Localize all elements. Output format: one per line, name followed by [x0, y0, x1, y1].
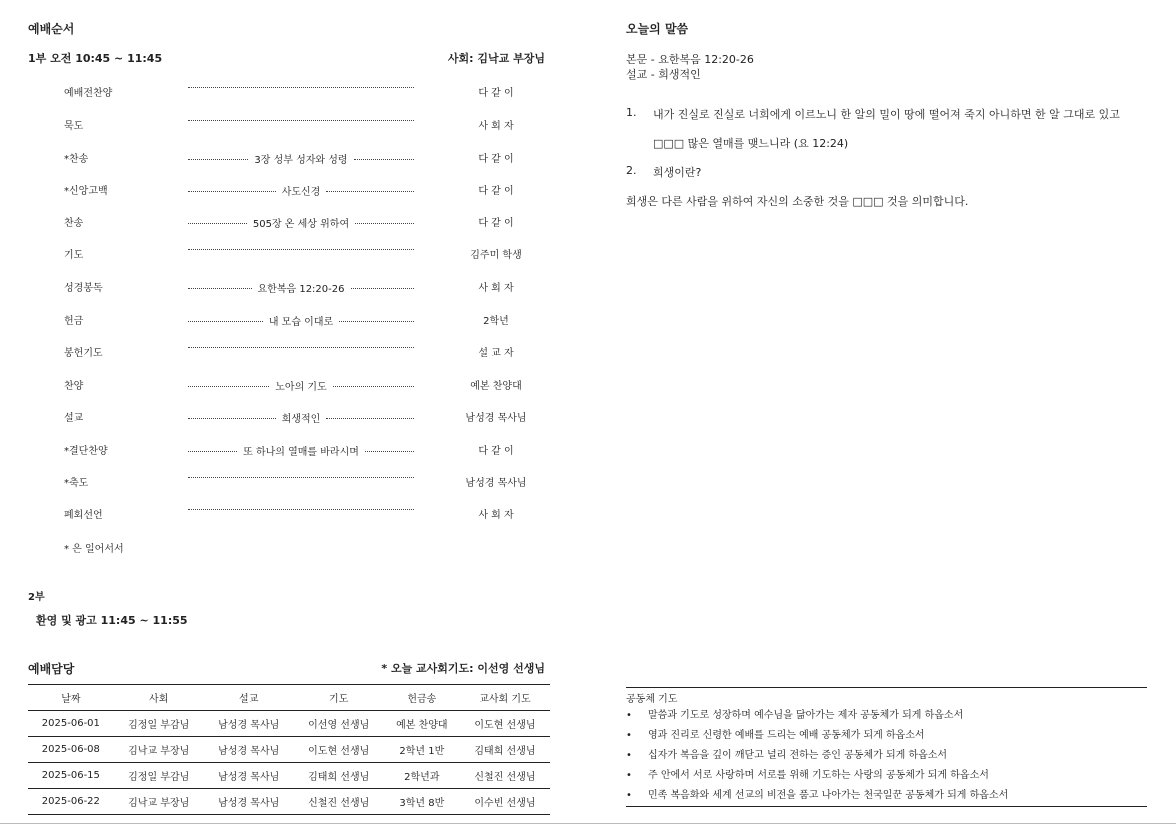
order-item-person: 김주미 학생 — [470, 250, 522, 261]
duty-column-header: 날짜 — [28, 685, 114, 711]
order-item-detail: 내 모습 이대로 — [268, 317, 334, 328]
order-item-leader — [188, 215, 414, 230]
duty-column-header: 헌금송 — [384, 685, 460, 711]
table-row — [28, 763, 550, 789]
table-cell: 2025-06-22 — [28, 789, 114, 815]
table-cell: 이수빈 선생님 — [460, 789, 550, 815]
order-item-leader — [188, 280, 414, 295]
order-item-name: 묵도 — [64, 121, 84, 132]
order-item-person: 다 같 이 — [478, 186, 514, 197]
order-item-person: 다 같 이 — [478, 88, 514, 99]
table-cell: 이선영 선생님 — [294, 711, 384, 737]
table-cell: 예본 찬양대 — [384, 711, 460, 737]
community-prayer-title: 공동체 기도 — [626, 694, 678, 705]
order-item-leader — [188, 507, 414, 510]
order-item-person: 다 같 이 — [478, 154, 514, 165]
order-item-leader — [188, 410, 414, 425]
welcome-announcements: 환영 및 광고 11:45 ~ 11:55 — [36, 614, 188, 627]
table-cell: 남성경 목사님 — [204, 789, 294, 815]
order-item-person: 예본 찬양대 — [470, 381, 522, 392]
table-cell: 2학년 1반 — [384, 737, 460, 763]
order-item-person: 사 회 자 — [478, 283, 514, 294]
order-item-leader — [188, 247, 414, 250]
table-cell: 3학년 8반 — [384, 789, 460, 815]
sermon-title: 설교 - 희생적인 — [626, 68, 701, 81]
worship-order-title: 예배순서 — [28, 22, 75, 36]
order-item-leader — [188, 183, 414, 198]
order-item-leader — [188, 313, 414, 328]
scripture-ref: 본문 - 요한복음 12:20-26 — [626, 53, 754, 66]
duty-column-header: 교사회 기도 — [460, 685, 550, 711]
order-item-name: 기도 — [64, 250, 84, 261]
order-item-leader — [188, 345, 414, 348]
order-item-name: 봉헌기도 — [64, 348, 103, 359]
table-cell: 김정일 부감님 — [114, 763, 204, 789]
duty-table — [28, 684, 550, 815]
duty-column-header: 사회 — [114, 685, 204, 711]
order-item-person: 설 교 자 — [478, 348, 514, 359]
sacrifice-definition: 희생은 다른 사람을 위하여 자신의 소중한 것을 □□□ 것을 의미합니다. — [626, 195, 969, 208]
table-cell: 김태희 선생님 — [460, 737, 550, 763]
item1-verse-line1: 내가 진실로 진실로 너희에게 이르노니 한 알의 밀이 땅에 떨어져 죽지 아니하면 한 알 그대로 있고 — [653, 108, 1120, 121]
community-top-rule — [626, 687, 1147, 688]
order-item-person: 사 회 자 — [478, 121, 514, 132]
order-item-person: 다 같 이 — [478, 218, 514, 229]
table-row — [28, 789, 550, 815]
table-cell: 이도현 선생님 — [460, 711, 550, 737]
table-cell: 신철진 선생님 — [460, 763, 550, 789]
first-service-time: 1부 오전 10:45 ~ 11:45 — [28, 52, 163, 65]
item2-question: 희생이란? — [653, 166, 702, 179]
table-cell: 남성경 목사님 — [204, 737, 294, 763]
teacher-prayer-note: * 오늘 교사회기도: 이선영 선생님 — [381, 662, 545, 675]
item1-number: 1. — [626, 106, 637, 119]
order-item-person: 다 같 이 — [478, 446, 514, 457]
order-item-detail: 희생적인 — [281, 414, 321, 425]
order-item-person: 남성경 목사님 — [465, 478, 527, 489]
standing-note: * 은 일어서서 — [64, 544, 124, 555]
order-item-detail: 505장 온 세상 위하여 — [252, 219, 350, 230]
table-cell: 이도현 선생님 — [294, 737, 384, 763]
order-item-leader — [188, 151, 414, 166]
order-item-name: 찬양 — [64, 381, 84, 392]
order-item-name: 설교 — [64, 413, 84, 424]
table-cell: 신철진 선생님 — [294, 789, 384, 815]
table-cell: 남성경 목사님 — [204, 763, 294, 789]
list-item: • 영과 진리로 신령한 예배를 드리는 예배 공동체가 되게 하옵소서 — [626, 726, 1146, 746]
table-cell: 김낙교 부장님 — [114, 789, 204, 815]
order-item-name: *결단찬양 — [64, 446, 108, 457]
duty-title: 예배담당 — [28, 662, 75, 676]
order-item-name: 예배전찬양 — [64, 88, 113, 99]
table-row — [28, 711, 550, 737]
table-cell: 2025-06-15 — [28, 763, 114, 789]
order-item-detail: 3장 성부 성자와 성령 — [254, 155, 348, 166]
list-item: • 십자가 복음을 깊이 깨닫고 널리 전하는 증인 공동체가 되게 하옵소서 — [626, 746, 1146, 766]
order-item-detail: 또 하나의 열매를 바라시며 — [243, 447, 359, 458]
order-item-leader — [188, 378, 414, 393]
order-item-name: 성경봉독 — [64, 283, 103, 294]
order-item-person: 남성경 목사님 — [465, 413, 527, 424]
community-bottom-rule — [626, 806, 1147, 807]
table-row — [28, 737, 550, 763]
table-cell: 2025-06-01 — [28, 711, 114, 737]
table-cell: 김낙교 부장님 — [114, 737, 204, 763]
table-cell: 2학년과 — [384, 763, 460, 789]
duty-column-header: 설교 — [204, 685, 294, 711]
order-item-name: 폐회선언 — [64, 510, 103, 521]
list-item: • 주 안에서 서로 사랑하며 서로를 위해 기도하는 사랑의 공동체가 되게 하옵소서 — [626, 766, 1146, 786]
order-item-leader — [188, 443, 414, 458]
list-item: • 말씀과 기도로 성장하며 예수님을 닮아가는 제자 공동체가 되게 하옵소서 — [626, 706, 1146, 726]
word-title: 오늘의 말씀 — [626, 22, 689, 36]
order-item-leader — [188, 85, 414, 88]
community-prayer-list — [626, 706, 1146, 806]
second-service-label: 2부 — [28, 592, 45, 603]
page-bottom-edge — [0, 823, 1176, 824]
host-label: 사회: 김낙교 부장님 — [447, 52, 545, 65]
order-item-detail: 노아의 기도 — [275, 382, 327, 393]
order-item-name: *신앙고백 — [64, 186, 108, 197]
order-item-name: 헌금 — [64, 316, 84, 327]
order-item-detail: 사도신경 — [281, 187, 321, 198]
table-cell: 2025-06-08 — [28, 737, 114, 763]
item1-verse-line2: □□□ 많은 열매를 맺느니라 (요 12:24) — [653, 137, 849, 150]
order-item-person: 2학년 — [483, 316, 509, 327]
table-cell: 김정일 부감님 — [114, 711, 204, 737]
order-item-name: *찬송 — [64, 154, 89, 165]
table-cell: 남성경 목사님 — [204, 711, 294, 737]
item2-number: 2. — [626, 164, 637, 177]
order-item-name: *축도 — [64, 478, 89, 489]
list-item: • 민족 복음화와 세계 선교의 비전을 품고 나아가는 천국일꾼 공동체가 되게 하옵소서 — [626, 786, 1146, 806]
order-item-name: 찬송 — [64, 218, 84, 229]
duty-column-header: 기도 — [294, 685, 384, 711]
table-cell: 김태희 선생님 — [294, 763, 384, 789]
order-item-person: 사 회 자 — [478, 510, 514, 521]
order-item-leader — [188, 118, 414, 121]
order-item-detail: 요한복음 12:20-26 — [257, 284, 345, 295]
order-item-leader — [188, 475, 414, 478]
